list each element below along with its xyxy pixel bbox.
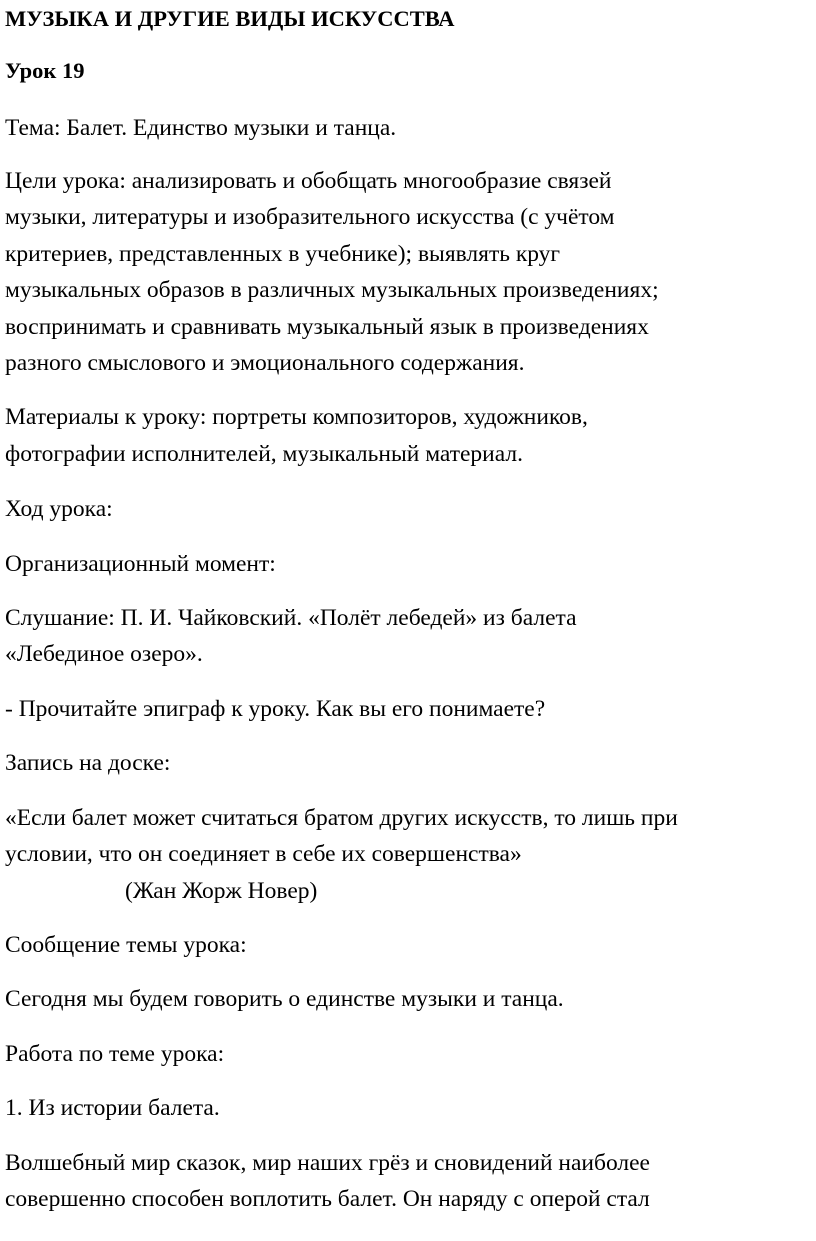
lesson-number: Урок 19 <box>5 58 85 83</box>
materials-line: Материалы к уроку: портреты композиторов, художников, <box>5 404 588 430</box>
topic-message-label: Сообщение темы урока: <box>5 932 247 958</box>
goals-line: Цели урока: анализировать и обобщать многообразие связей <box>5 168 612 194</box>
closing-line: Волшебный мир сказок, мир наших грёз и сновидений наиболее <box>5 1150 650 1176</box>
org-moment: Организационный момент: <box>5 551 276 577</box>
goals-line: критериев, представленных в учебнике); выявлять круг <box>5 241 561 267</box>
quote-line: условии, что он соединяет в себе их совершенства» <box>5 841 522 867</box>
today-line: Сегодня мы будем говорить о единстве музыки и танца. <box>5 986 564 1012</box>
document-heading: МУЗЫКА И ДРУГИЕ ВИДЫ ИСКУССТВА <box>5 6 455 31</box>
question-line: - Прочитайте эпиграф к уроку. Как вы его понимаете? <box>5 696 546 722</box>
goals-line: музыкальных образов в различных музыкальных произведениях; <box>5 277 659 303</box>
quote-line: «Если балет может считаться братом других искусств, то лишь при <box>5 805 678 831</box>
course-heading: Ход урока: <box>5 496 113 522</box>
goals-line: музыки, литературы и изобразительного искусства (с учётом <box>5 204 615 230</box>
listening-line: «Лебединое озеро». <box>5 641 203 667</box>
history-heading: 1. Из истории балета. <box>5 1095 220 1121</box>
quote-author: (Жан Жорж Новер) <box>125 878 318 904</box>
goals-line: воспринимать и сравнивать музыкальный язык в произведениях <box>5 314 649 340</box>
lesson-topic: Тема: Балет. Единство музыки и танца. <box>5 115 397 141</box>
materials-line: фотографии исполнителей, музыкальный материал. <box>5 441 523 467</box>
goals-line: разного смыслового и эмоционального содержания. <box>5 350 525 376</box>
board-label: Запись на доске: <box>5 750 171 776</box>
listening-line: Слушание: П. И. Чайковский. «Полёт лебедей» из балета <box>5 605 577 631</box>
work-label: Работа по теме урока: <box>5 1041 225 1067</box>
closing-line: совершенно способен воплотить балет. Он наряду с оперой стал <box>5 1186 650 1212</box>
